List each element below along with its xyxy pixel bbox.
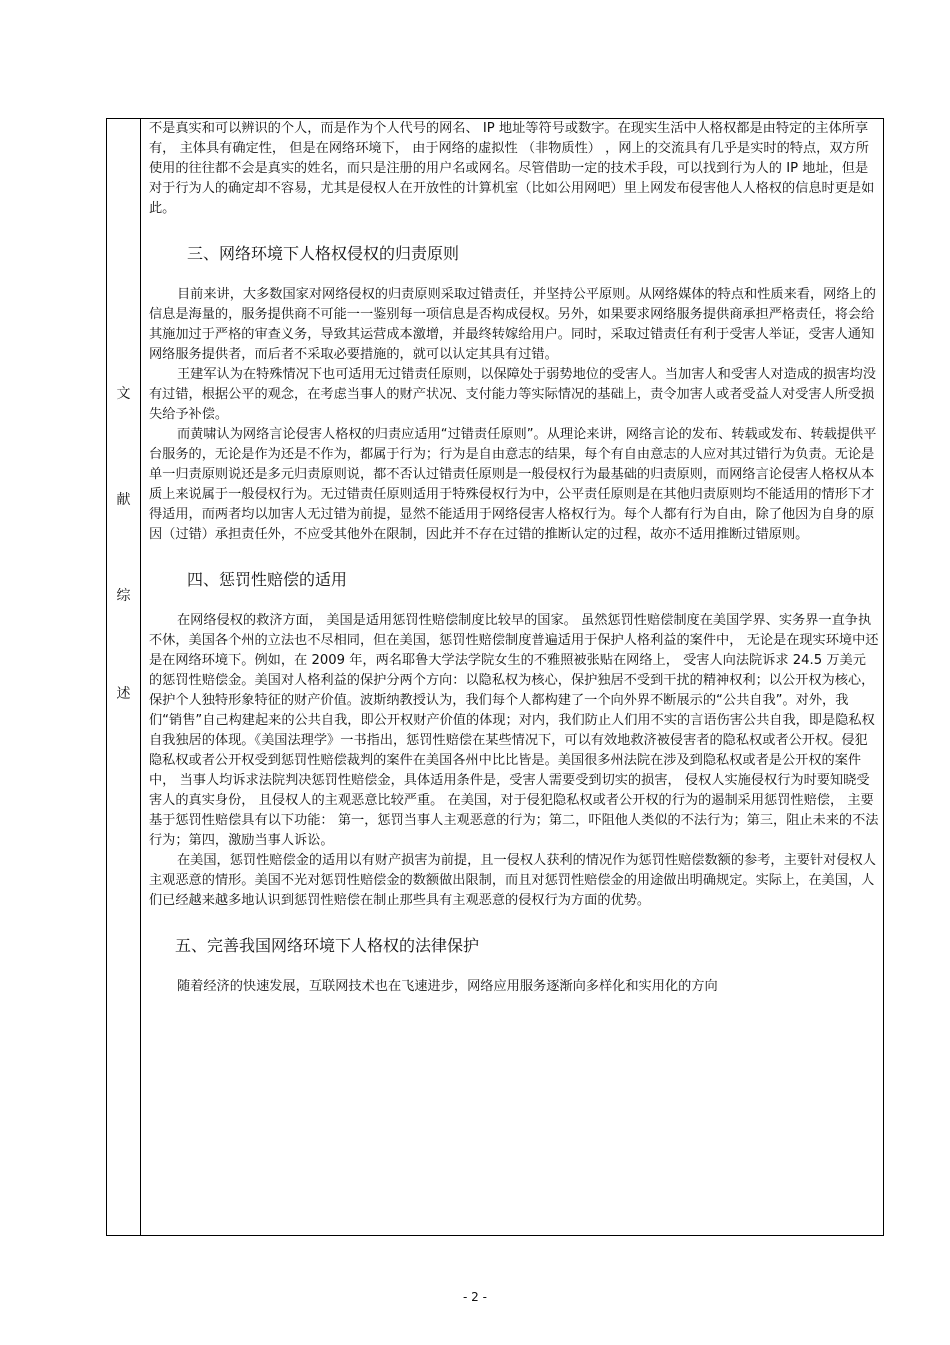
- paragraph: 不是真实和可以辨识的个人，而是作为个人代号的网名、 IP 地址等符号或数字。在现实生活中人格权都是由特定的主体所享有， 主体具有确定性， 但是在网络环境下， 由于网络的虚拟性 （非物质性） ，网上的交流具有几乎是实时的特点，双方所使用的往往都不会是真实的姓名，而只是注册的用户名或网名。尽管借助一定的技术手段，可以找到行为人的 IP 地址，但是对于行为人的确定却不容易，尤其是侵权人在开放性的计算机室（比如公用网吧）里上网发布侵害他人人格权的信息时更是如此。: [149, 121, 875, 216]
- paragraph: 目前来讲，大多数国家对网络侵权的归责原则采取过错责任，并坚持公平原则。从网络媒体的特点和性质来看，网络上的信息是海量的，服务提供商不可能一一鉴别每一项信息是否构成侵权。另外，如果要求网络服务提供商承担严格责任，将会给其施加过于严格的审查义务，导致其运营成本激增，并最终转嫁给用户。同时，采取过错责任有利于受害人举证，受害人通知网络服务提供者，而后者不采取必要措施的，就可以认定其具有过错。: [149, 287, 876, 362]
- paragraph: 而黄啸认为网络言论侵害人格权的归责应适用“过错责任原则”。从理论来讲，网络言论的发布、转载或发布、转载提供平台服务的，无论是作为还是不作为，都属于行为；行为是自由意志的结果，每个有自由意志的人应对其过错行为负责。无论是单一归责原则说还是多元归责原则说，都不否认过错责任原则是一般侵权行为最基础的归责原则，而网络言论侵害人格权从本质上来说属于一般侵权行为。无过错责任原则适用于特殊侵权行为中，公平责任原则是在其他归责原则均不能适用的情形下才得适用，而两者均以加害人无过错为前提，显然不能适用于网络侵害人格权行为。每个人都有行为自由，除了他因为自身的原因（过错）承担责任外，不应受其他外在限制，因此并不存在过错的推断认定的过程，故亦不适用推断过错原则。: [149, 427, 877, 542]
- section-label-char: 述: [116, 686, 131, 702]
- content-column: [149, 119, 879, 997]
- section-label-column: [107, 119, 141, 1235]
- literature-review-table: [106, 118, 884, 1236]
- section-label-char: 献: [116, 492, 131, 508]
- section-label-char: 综: [116, 588, 131, 604]
- paragraph: 在网络侵权的救济方面， 美国是适用惩罚性赔偿制度比较早的国家。 虽然惩罚性赔偿制度在美国学界、实务界一直争执不休，美国各个州的立法也不尽相同，但在美国，惩罚性赔偿制度普遍适用于保护人格利益的案件中， 无论是在现实环境中还是在网络环境下。例如，在 2009 年，两名耶鲁大学法学院女生的不雅照被张贴在网络上， 受害人向法院诉求 24.5 万美元的惩罚性赔偿金。美国对人格利益的保护分两个方向：以隐私权为核心，保护独居不受到干扰的精神权利；以公开权为核心，保护个人独特形象特征的财产价值。波斯纳教授认为，我们每个人都构建了一个向外界不断展示的“公共自我”。对外，我们“销售”自己构建起来的公共自我，即公开权财产价值的体现；对内，我们防止人们用不实的言语伤害公共自我，即是隐私权自我独居的体现。《美国法理学》一书指出，惩罚性赔偿在某些情况下，可以有效地救济被侵害者的隐私权或者公开权。侵犯隐私权或者公开权受到惩罚性赔偿裁判的案件在美国各州中比比皆是。美国很多州法院在涉及到隐私权或者是公开权的案件中， 当事人均诉求法院判决惩罚性赔偿金，具体适用条件是，受害人需要受到切实的损害， 侵权人实施侵权行为时要知晓受害人的真实身份， 且侵权人的主观恶意比较严重。 在美国，对于侵犯隐私权或者公开权的行为的遏制采用惩罚性赔偿， 主要基于惩罚性赔偿具有以下功能： 第一，惩罚当事人主观恶意的行为；第二，吓阻他人类似的不法行为；第三，阻止未来的不法行为；第四，激励当事人诉讼。: [149, 613, 879, 848]
- section-heading: 四、惩罚性赔偿的适用: [187, 570, 348, 589]
- section-heading: 三、网络环境下人格权侵权的归责原则: [187, 244, 460, 263]
- section-heading: 五、完善我国网络环境下人格权的法律保护: [175, 936, 480, 955]
- paragraph: 在美国，惩罚性赔偿金的适用以有财产损害为前提，且一侵权人获利的情况作为惩罚性赔偿数额的参考，主要针对侵权人主观恶意的情形。美国不光对惩罚性赔偿金的数额做出限制，而且对惩罚性赔偿金的用途做出明确规定。实际上，在美国，人们已经越来越多地认识到惩罚性赔偿在制止那些具有主观恶意的侵权行为方面的优势。: [149, 853, 876, 908]
- page-number: - 2 -: [463, 1290, 487, 1304]
- section-label-char: 文: [116, 386, 131, 402]
- paragraph: 王建军认为在特殊情况下也可适用无过错责任原则，以保障处于弱势地位的受害人。当加害人和受害人对造成的损害均没有过错，根据公平的观念，在考虑当事人的财产状况、支付能力等实际情况的基础上，责令加害人或者受益人对受害人所受损失给予补偿。: [149, 367, 876, 422]
- paragraph: 随着经济的快速发展，互联网技术也在飞速进步，网络应用服务逐渐向多样化和实用化的方向: [177, 979, 718, 994]
